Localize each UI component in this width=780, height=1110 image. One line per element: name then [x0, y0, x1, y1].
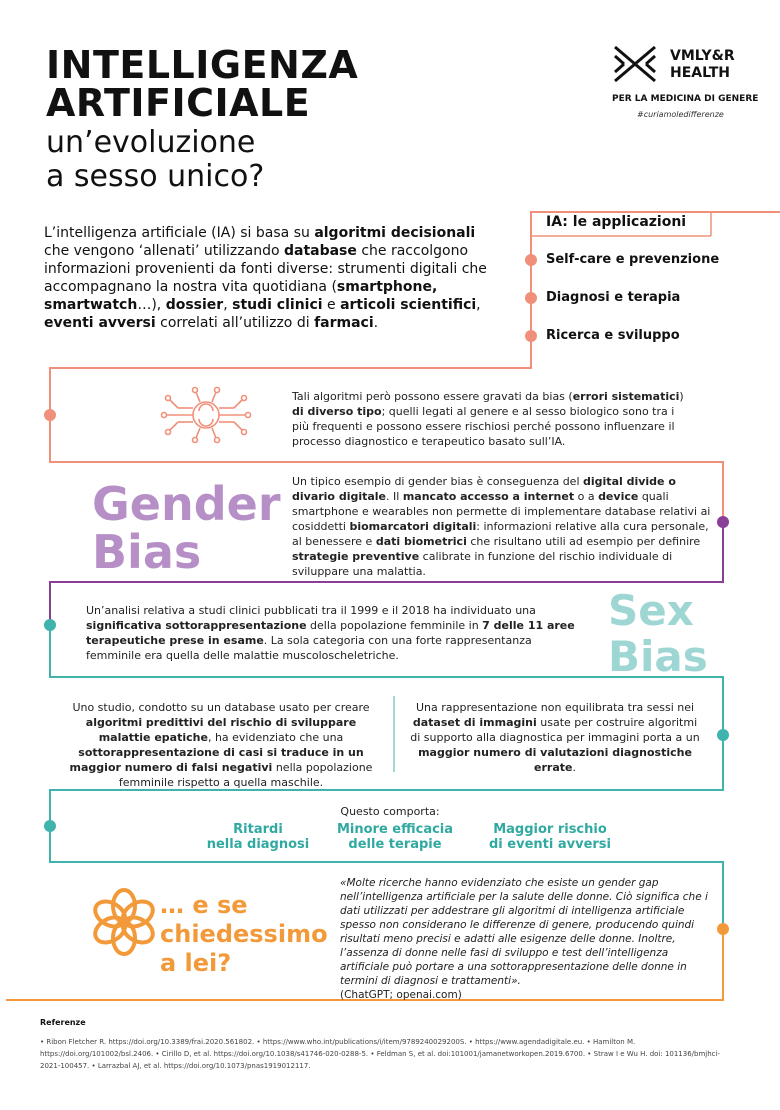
timeline-dot [717, 923, 729, 935]
bias-intro-paragraph: Tali algoritmi però possono essere gravati da bias (errori sistematici) di diverso tipo; quelli legati al genere e al sesso biologico sono tra i più frequenti e possono essere rischiosi perché possono influenzare il processo diagnostico e terapeutico basato sull’IA. [292, 390, 684, 448]
application-item: Self-care e prevenzione [546, 252, 720, 267]
brand-tagline: PER LA MEDICINA DI GENERE [612, 94, 759, 104]
page-title: INTELLIGENZA ARTIFICIALE [46, 43, 359, 125]
consequence-item: Minore efficacia delle terapie [336, 822, 454, 852]
consequence-item: Maggior rischio di eventi avversi [489, 822, 611, 852]
consequence-item: Ritardi nella diagnosi [206, 822, 310, 852]
timeline-dot [525, 292, 537, 304]
brand-logo-text: VMLY&R HEALTH [670, 48, 735, 81]
openai-knot-icon [88, 886, 160, 958]
ask-her-heading: … e se chiedessimo a lei? [160, 891, 328, 977]
timeline-dot [717, 516, 729, 528]
references-text: • Ribon Fletcher R. https://doi.org/10.3389/frai.2020.561802. • https://www.who.int/publications/i/item/9789240029200S. • https://www.agendadigitale.eu. • Hamilton M. https://doi.org/101002/bsl.2406. • Cirillo D, et al. https://doi.org/10.1038/s41746-020-0288-5. • Feldman S, et al. doi:101001/jamanetworkopen.2019.6700. • Straw I e Wu H. doi: 101136/bmjhci-2021-100457. • Larrazbal AJ, et al. https://doi.org/10.1073/pnas1919012117. [40, 1038, 720, 1070]
application-item: Diagnosi e terapia [546, 290, 681, 305]
intro-paragraph: L’intelligenza artificiale (IA) si basa su algoritmi decisionali che vengono ‘allenati’ utilizzando database che raccolgono informazioni provenienti da fonti diverse: strumenti digitali che accompagnano la nostra vita quotidiana (smartphone, smartwatch…), dossier, studi clinici e articoli scientifici, eventi avversi correlati all’utilizzo di farmaci. [44, 225, 487, 331]
consequences-lead: Questo comporta: [340, 805, 440, 818]
page-subtitle: un’evoluzione a sesso unico? [46, 125, 265, 194]
brand-hashtag: #curiamoledifferenze [637, 110, 724, 119]
gender-bias-heading: Gender Bias [92, 477, 281, 579]
circuit-brain-icon [156, 386, 256, 444]
applications-title: IA: le applicazioni [546, 214, 687, 230]
vmlyr-logo-icon [612, 44, 658, 84]
sex-bias-heading: Sex Bias [608, 586, 708, 681]
study-left-paragraph: Uno studio, condotto su un database usato per creare algoritmi predittivi del rischio di sviluppare malattie epatiche, ha evidenziato che una sottorappresentazione di casi si traduce in un maggior numero di falsi negativi nella popolazione femminile rispetto a quella maschile. [69, 701, 373, 789]
references-title: Referenze [40, 1018, 86, 1027]
application-item: Ricerca e sviluppo [546, 328, 680, 343]
timeline-dot [525, 330, 537, 342]
timeline-dot [44, 619, 56, 631]
gender-bias-paragraph: Un tipico esempio di gender bias è conseguenza del digital divide o divario digitale. Il mancato accesso a internet o a device quali smartphone e wearables non permette di implementare database relativi ai cosiddetti biomarcatori digitali: informazioni relative alla cura personale, al benessere e dati biometrici che risultano utili ad esempio per definire strategie preventive calibrate in funzione del rischio individuale di sviluppare una malattia. [292, 475, 711, 578]
quote-source: (ChatGPT; openai.com) [340, 989, 462, 1001]
timeline-dot [44, 820, 56, 832]
sex-bias-paragraph: Un’analisi relativa a studi clinici pubblicati tra il 1999 e il 2018 ha individuato una significativa sottorappresentazione della popolazione femminile in 7 delle 11 aree terapeutiche prese in esame. La sola categoria con una forte rappresentanza femminile era quella delle malattie muscoloscheletriche. [86, 604, 575, 662]
study-right-paragraph: Una rappresentazione non equilibrata tra sessi nei dataset di immagini usate per costruire algoritmi di supporto alla diagnostica per immagini porta a un maggior numero di valutazioni diagnostiche errate. [410, 701, 700, 774]
chatgpt-quote: «Molte ricerche hanno evidenziato che esiste un gender gap nell’intelligenza artificiale per la salute delle donne. Ciò significa che i dati utilizzati per addestrare gli algoritmi di intelligenza artificiale spesso non considerano le differenze di genere, producendo quindi risultati meno precisi e adatti alle esigenze delle donne. Inoltre, l’assenza di donne nelle fasi di sviluppo e test dell’intelligenza artificiale può portare a una sottorappresentazione delle donne in termini di diagnosi e trattamenti». (ChatGPT; openai.com) [340, 877, 708, 1001]
timeline-dot [44, 409, 56, 421]
timeline-dot [717, 729, 729, 741]
timeline-dot [525, 254, 537, 266]
